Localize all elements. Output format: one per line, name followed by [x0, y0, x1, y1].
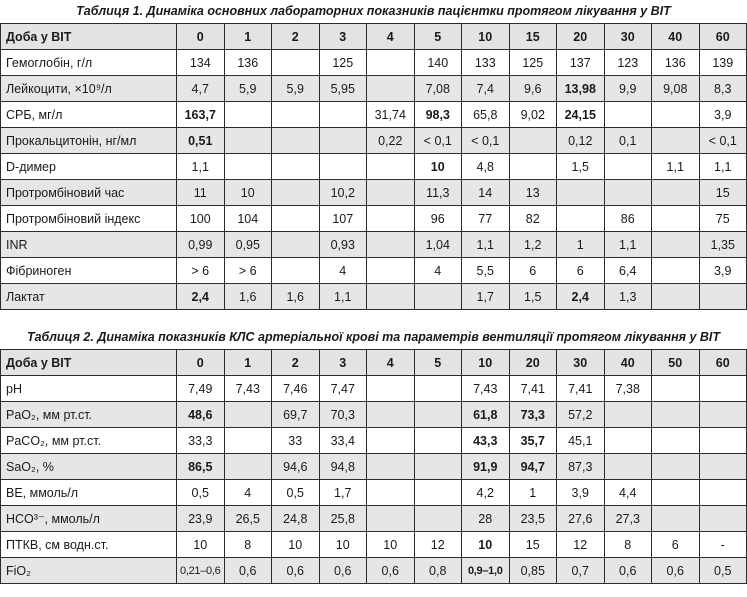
table-cell: [604, 102, 652, 128]
table-cell: [367, 284, 415, 310]
table-cell: 12: [557, 532, 605, 558]
table-cell: [652, 232, 700, 258]
table-cell: [699, 402, 747, 428]
table-cell: [699, 480, 747, 506]
table-cell: 7,43: [462, 376, 510, 402]
header-day-cell: 2: [272, 350, 320, 376]
row-label: Лейкоцити, ×10⁹/л: [1, 76, 177, 102]
table-cell: [367, 402, 415, 428]
table-cell: [367, 232, 415, 258]
table-cell: 2,4: [557, 284, 605, 310]
table-cell: 1: [509, 480, 557, 506]
table-cell: 0,93: [319, 232, 367, 258]
table-cell: 31,74: [367, 102, 415, 128]
header-label-cell: Доба у ВІТ: [1, 24, 177, 50]
table-cell: [367, 50, 415, 76]
table-cell: 33: [272, 428, 320, 454]
table-cell: [652, 258, 700, 284]
table-cell: [367, 258, 415, 284]
table-cell: < 0,1: [414, 128, 462, 154]
table-cell: 23,5: [509, 506, 557, 532]
table-cell: [224, 102, 272, 128]
table-cell: 0,12: [557, 128, 605, 154]
table-cell: 4,7: [177, 76, 225, 102]
table-cell: [272, 102, 320, 128]
table-cell: 5,5: [462, 258, 510, 284]
table-cell: 75: [699, 206, 747, 232]
table-cell: 7,43: [224, 376, 272, 402]
table-cell: [414, 428, 462, 454]
table-row: [1, 154, 747, 180]
header-day-cell: 15: [509, 24, 557, 50]
table-cell: 43,3: [462, 428, 510, 454]
table-cell: [272, 180, 320, 206]
table2-blood-gas-ventilation: [0, 349, 747, 584]
table-cell: 7,4: [462, 76, 510, 102]
table-cell: 6: [557, 258, 605, 284]
table-cell: 57,2: [557, 402, 605, 428]
table-cell: [604, 454, 652, 480]
table-cell: < 0,1: [462, 128, 510, 154]
table-cell: [652, 102, 700, 128]
table-cell: 4,2: [462, 480, 510, 506]
table-cell: 48,6: [177, 402, 225, 428]
table-cell: 133: [462, 50, 510, 76]
header-day-cell: 5: [414, 24, 462, 50]
row-label: INR: [1, 232, 177, 258]
table-row: [1, 428, 747, 454]
row-label: SaO₂, %: [1, 454, 177, 480]
table-cell: 10: [462, 532, 510, 558]
table-cell: [414, 480, 462, 506]
table-cell: [414, 454, 462, 480]
table-cell: [414, 402, 462, 428]
table-cell: [224, 428, 272, 454]
header-day-cell: 60: [699, 24, 747, 50]
table-cell: 27,6: [557, 506, 605, 532]
table-cell: 1: [557, 232, 605, 258]
table-cell: 10: [177, 532, 225, 558]
table-cell: 0,21–0,6: [177, 558, 225, 584]
header-day-cell: 3: [319, 24, 367, 50]
row-label: BE, ммоль/л: [1, 480, 177, 506]
table-cell: 1,1: [319, 284, 367, 310]
row-label: PaO₂, мм рт.ст.: [1, 402, 177, 428]
header-day-cell: 2: [272, 24, 320, 50]
header-day-cell: 30: [557, 350, 605, 376]
table-cell: [699, 376, 747, 402]
header-day-cell: 40: [652, 24, 700, 50]
table-cell: 14: [462, 180, 510, 206]
header-day-cell: 0: [177, 24, 225, 50]
table-cell: 4: [224, 480, 272, 506]
table-cell: 10: [319, 532, 367, 558]
table-cell: 94,8: [319, 454, 367, 480]
table-cell: [557, 180, 605, 206]
table-cell: 13: [509, 180, 557, 206]
table-cell: [509, 154, 557, 180]
header-day-cell: 50: [652, 350, 700, 376]
table-cell: 11: [177, 180, 225, 206]
table-cell: 1,2: [509, 232, 557, 258]
table-cell: 8: [224, 532, 272, 558]
table-cell: 134: [177, 50, 225, 76]
table-cell: 163,7: [177, 102, 225, 128]
table-cell: 125: [509, 50, 557, 76]
table-cell: 0,85: [509, 558, 557, 584]
table-cell: [367, 428, 415, 454]
table-cell: 6,4: [604, 258, 652, 284]
table-cell: [414, 506, 462, 532]
header-day-cell: 10: [462, 24, 510, 50]
table-cell: [414, 376, 462, 402]
table-row: [1, 558, 747, 584]
header-row: [1, 24, 747, 50]
table-cell: 24,8: [272, 506, 320, 532]
table-cell: 7,41: [557, 376, 605, 402]
table-cell: 69,7: [272, 402, 320, 428]
table-cell: 1,1: [462, 232, 510, 258]
table-cell: 1,7: [462, 284, 510, 310]
table-cell: [367, 154, 415, 180]
table-cell: 61,8: [462, 402, 510, 428]
table-cell: 136: [652, 50, 700, 76]
table-cell: [272, 154, 320, 180]
table-cell: 11,3: [414, 180, 462, 206]
table-cell: 1,1: [699, 154, 747, 180]
table-cell: 6: [652, 532, 700, 558]
table-cell: [652, 454, 700, 480]
table-cell: 15: [509, 532, 557, 558]
table-cell: 10,2: [319, 180, 367, 206]
table-cell: 15: [699, 180, 747, 206]
table-cell: [272, 232, 320, 258]
table-cell: 91,9: [462, 454, 510, 480]
header-day-cell: 40: [604, 350, 652, 376]
row-label: FiO₂: [1, 558, 177, 584]
table-cell: 12: [414, 532, 462, 558]
table-cell: [604, 428, 652, 454]
table-cell: [367, 76, 415, 102]
table-cell: 98,3: [414, 102, 462, 128]
row-label: ПТКВ, см водн.ст.: [1, 532, 177, 558]
table-cell: 125: [319, 50, 367, 76]
table-cell: 0,5: [272, 480, 320, 506]
table-row: [1, 506, 747, 532]
table-cell: 24,15: [557, 102, 605, 128]
table-cell: 10: [367, 532, 415, 558]
table-cell: 70,3: [319, 402, 367, 428]
table-cell: 0,6: [272, 558, 320, 584]
table-cell: 7,47: [319, 376, 367, 402]
table-cell: 96: [414, 206, 462, 232]
table-cell: [652, 180, 700, 206]
table-cell: 86: [604, 206, 652, 232]
table-row: [1, 284, 747, 310]
table-cell: 1,7: [319, 480, 367, 506]
table-row: [1, 402, 747, 428]
table-cell: [604, 402, 652, 428]
row-label: Протромбіновий час: [1, 180, 177, 206]
table-cell: 136: [224, 50, 272, 76]
table-cell: 1,3: [604, 284, 652, 310]
table-cell: 8: [604, 532, 652, 558]
table-cell: 1,1: [604, 232, 652, 258]
table-cell: [604, 180, 652, 206]
table-cell: [367, 376, 415, 402]
header-day-cell: 5: [414, 350, 462, 376]
table-cell: 3,9: [557, 480, 605, 506]
table-cell: 107: [319, 206, 367, 232]
table-cell: [604, 154, 652, 180]
table-cell: 7,41: [509, 376, 557, 402]
table-cell: 1,1: [652, 154, 700, 180]
table-row: [1, 206, 747, 232]
row-label: Лактат: [1, 284, 177, 310]
table-cell: 0,6: [224, 558, 272, 584]
table-cell: 94,6: [272, 454, 320, 480]
table-row: [1, 376, 747, 402]
table-cell: [224, 402, 272, 428]
header-day-cell: 30: [604, 24, 652, 50]
row-label: D-димер: [1, 154, 177, 180]
table-cell: 65,8: [462, 102, 510, 128]
table-cell: 9,9: [604, 76, 652, 102]
table-cell: 5,95: [319, 76, 367, 102]
table-cell: 9,6: [509, 76, 557, 102]
table-cell: 104: [224, 206, 272, 232]
table-cell: [272, 50, 320, 76]
table-cell: 1,04: [414, 232, 462, 258]
table-cell: 7,46: [272, 376, 320, 402]
table-cell: [652, 480, 700, 506]
row-label: СРБ, мг/л: [1, 102, 177, 128]
table-cell: 7,49: [177, 376, 225, 402]
table-cell: 87,3: [557, 454, 605, 480]
table-cell: [367, 480, 415, 506]
row-label: HCO³⁻, ммоль/л: [1, 506, 177, 532]
table-cell: 94,7: [509, 454, 557, 480]
table-cell: 139: [699, 50, 747, 76]
table-cell: 0,99: [177, 232, 225, 258]
header-day-cell: 3: [319, 350, 367, 376]
table-cell: 13,98: [557, 76, 605, 102]
header-label-cell: Доба у ВІТ: [1, 350, 177, 376]
table-cell: 82: [509, 206, 557, 232]
table-cell: 23,9: [177, 506, 225, 532]
header-row: [1, 350, 747, 376]
table-cell: > 6: [177, 258, 225, 284]
table-cell: 0,6: [367, 558, 415, 584]
table-cell: 10: [414, 154, 462, 180]
table2-caption: Таблиця 2. Динаміка показників КЛС артеріальної крові та параметрів вентиляції протягом лікування у ВІТ: [26, 330, 721, 344]
table-row: [1, 532, 747, 558]
table-cell: [699, 284, 747, 310]
table-row: [1, 480, 747, 506]
table-cell: 7,08: [414, 76, 462, 102]
header-day-cell: 60: [699, 350, 747, 376]
table-row: [1, 258, 747, 284]
table-cell: [319, 154, 367, 180]
table-row: [1, 180, 747, 206]
table-cell: 4: [319, 258, 367, 284]
table-cell: [652, 428, 700, 454]
table-cell: [224, 128, 272, 154]
table-cell: [367, 506, 415, 532]
header-day-cell: 20: [509, 350, 557, 376]
table-cell: [652, 128, 700, 154]
table-cell: 5,9: [272, 76, 320, 102]
table-cell: [509, 128, 557, 154]
table-cell: 6: [509, 258, 557, 284]
table-cell: [557, 206, 605, 232]
table-cell: 9,02: [509, 102, 557, 128]
header-day-cell: 1: [224, 24, 272, 50]
row-label: Протромбіновий індекс: [1, 206, 177, 232]
table-cell: -: [699, 532, 747, 558]
table-cell: 73,3: [509, 402, 557, 428]
table-cell: 123: [604, 50, 652, 76]
table-cell: [224, 454, 272, 480]
table-cell: 10: [224, 180, 272, 206]
row-label: PaCO₂, мм рт.ст.: [1, 428, 177, 454]
table-cell: 0,8: [414, 558, 462, 584]
table-cell: 1,6: [272, 284, 320, 310]
table-cell: [414, 284, 462, 310]
header-day-cell: 4: [367, 350, 415, 376]
table-cell: [699, 454, 747, 480]
table-row: [1, 50, 747, 76]
table-cell: 0,7: [557, 558, 605, 584]
table-cell: > 6: [224, 258, 272, 284]
table-row: [1, 76, 747, 102]
table-cell: 0,22: [367, 128, 415, 154]
table-cell: 45,1: [557, 428, 605, 454]
table-cell: 1,5: [509, 284, 557, 310]
table-cell: 0,6: [319, 558, 367, 584]
table-cell: 35,7: [509, 428, 557, 454]
table-cell: 0,5: [177, 480, 225, 506]
row-label: Фібриноген: [1, 258, 177, 284]
table-cell: 140: [414, 50, 462, 76]
table-cell: 4: [414, 258, 462, 284]
table-cell: 7,38: [604, 376, 652, 402]
table-cell: 0,1: [604, 128, 652, 154]
table-cell: 8,3: [699, 76, 747, 102]
table-cell: 3,9: [699, 102, 747, 128]
table-cell: [367, 454, 415, 480]
table-cell: 77: [462, 206, 510, 232]
header-day-cell: 1: [224, 350, 272, 376]
table-cell: 25,8: [319, 506, 367, 532]
table-cell: [319, 128, 367, 154]
table-cell: 5,9: [224, 76, 272, 102]
table-cell: 100: [177, 206, 225, 232]
table-cell: 0,51: [177, 128, 225, 154]
table-cell: 137: [557, 50, 605, 76]
table-cell: 1,35: [699, 232, 747, 258]
table-cell: [319, 102, 367, 128]
table-cell: 2,4: [177, 284, 225, 310]
table-cell: [224, 154, 272, 180]
table-cell: [652, 506, 700, 532]
row-label: pH: [1, 376, 177, 402]
table-cell: 10: [272, 532, 320, 558]
table-cell: 3,9: [699, 258, 747, 284]
table-cell: [652, 402, 700, 428]
header-day-cell: 10: [462, 350, 510, 376]
table1-lab-indicators: [0, 23, 747, 310]
table-cell: 1,1: [177, 154, 225, 180]
row-label: Гемоглобін, г/л: [1, 50, 177, 76]
header-day-cell: 0: [177, 350, 225, 376]
table-cell: 28: [462, 506, 510, 532]
table-cell: < 0,1: [699, 128, 747, 154]
table-cell: 0,6: [604, 558, 652, 584]
table-cell: 86,5: [177, 454, 225, 480]
table-cell: [652, 206, 700, 232]
table-cell: [699, 428, 747, 454]
table-cell: 0,6: [652, 558, 700, 584]
table-cell: 4,4: [604, 480, 652, 506]
table-cell: 0,95: [224, 232, 272, 258]
table-cell: 1,6: [224, 284, 272, 310]
table1-caption: Таблиця 1. Динаміка основних лабораторних показників пацієнтки протягом лікування у ВІТ: [76, 4, 671, 18]
header-day-cell: 20: [557, 24, 605, 50]
table-cell: [272, 128, 320, 154]
table-cell: 26,5: [224, 506, 272, 532]
table-cell: 27,3: [604, 506, 652, 532]
table-cell: 33,4: [319, 428, 367, 454]
header-day-cell: 4: [367, 24, 415, 50]
table-cell: 33,3: [177, 428, 225, 454]
table-cell: 1,5: [557, 154, 605, 180]
table-row: [1, 102, 747, 128]
table-cell: [272, 258, 320, 284]
table-cell: [367, 206, 415, 232]
table-row: [1, 232, 747, 258]
table-row: [1, 128, 747, 154]
table-cell: 0,5: [699, 558, 747, 584]
table-cell: [699, 506, 747, 532]
table-cell: 9,08: [652, 76, 700, 102]
table-cell: [652, 376, 700, 402]
table-cell: [367, 180, 415, 206]
table-cell: 4,8: [462, 154, 510, 180]
row-label: Прокальцитонін, нг/мл: [1, 128, 177, 154]
table-cell: [272, 206, 320, 232]
table-cell: [652, 284, 700, 310]
table-cell: 0,9–1,0: [462, 558, 510, 584]
table-row: [1, 454, 747, 480]
